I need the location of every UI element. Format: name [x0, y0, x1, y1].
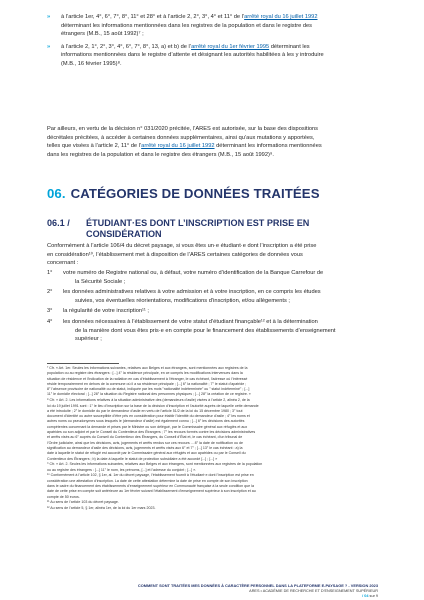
footnotes — [47, 366, 387, 512]
footnote-line: ⁸ Cfr. « Art. 2. Les informations relatives à la situation administrative des (demandeurs d’asile) visées à l’article 2, alinéa 2, de la — [47, 398, 250, 403]
list-item-text: la Sécurité Sociale ; — [75, 278, 126, 285]
paragraph-line: telles que visées à l’article 2, 11° de l’ — [47, 143, 142, 150]
list-item-text: étrangers (M.B., 15 août 1992)⁷ ; — [61, 31, 144, 38]
footnote-line: loi du 19 juillet 1991 sont : 1° le lieu d’inscription sur la base de la décision d’inscription et l’autorité auprès de laquelle cette demande — [47, 403, 259, 408]
section-number: 06. — [47, 186, 66, 201]
footnote-line: situation de résidence et l’indication de la radiation en cas d’établissement à l’étranger, le cas échéant, l’adresse où l’intéressé — [47, 376, 248, 381]
list-item-text: votre numéro de Registre national ou, à défaut, votre numéro d’identification de la Banque Carrefour de — [63, 270, 324, 276]
list-item-text: les données administratives relatives à votre admission et à votre inscription, en ce compris les études — [63, 289, 321, 296]
item-number: 2° — [47, 289, 53, 296]
footnote-line: a été introduite ; 2° le domicile du par le demandeur d’asile en vertu de l’article 51/2 de la loi du 15 décembre 1980 ; 3° tout — [47, 408, 243, 413]
paragraph-line: déterminant les informations mentionnées — [214, 143, 322, 150]
footnote — [47, 473, 387, 499]
page-number: / 04 — [362, 594, 369, 598]
footer-organization: ARES • ACADÉMIE DE RECHERCHE ET D’ENSEIGNEMENT SUPÉRIEUR — [249, 589, 378, 593]
item-number: 1° — [47, 270, 53, 276]
data-categories-list — [47, 269, 382, 346]
footer-title: COMMENT SONT TRAITÉES MES DONNÉES À CARACTÈRE PERSONNEL DANS LA PLATEFORME E-PAYSAGE ? - VERSION 2023 — [137, 583, 378, 588]
list-item-text: à l’article 2, 1°, 2°, 3°, 4°, 6°, 7°, 8°, 13, a) et b) de l’ — [61, 43, 192, 50]
footnote-line: population ou au registre des étrangers : [...] 4° la résidence principale, en ce compris les modifications intervenues dans la — [47, 371, 243, 376]
footnote-line: autres noms ou pseudonymes sous lesquels le (demandeur d’asile) est également connu ; [...] 6° les décisions des autorités — [47, 419, 245, 424]
item-number: 3° — [47, 308, 53, 315]
footnote-line: 8° l’absence provisoire de nationalité ou de statut, indiquée par les mots "nationalité indéterminée" ou " statut indéterminé" ; [...] — [47, 387, 250, 392]
royal-decree-link[interactable]: arrêté royal du 16 juillet 1992 — [141, 143, 215, 150]
paragraph-line: Conformément à l’article 106/4 du décret paysage, si vous êtes un·e étudiant·e dont l’inscription a été prise — [47, 243, 317, 249]
footnote-line: ¹⁰ Conformément à l’article 102, § 1er, al. 1er du décret paysage, l’établissement fournit à l’étudiant·e dont l’inscription est prise en — [47, 473, 254, 478]
footnote-line: ⁹ Cfr. « Art. 2. Seules les informations suivantes, relatives aux Belges et aux étrangers, sont mentionnées aux registres de la population — [47, 462, 263, 467]
section-heading — [47, 186, 320, 201]
list-item — [47, 307, 382, 316]
list-item-text: la régularité de votre inscription¹¹ ; — [63, 308, 149, 315]
list-item-text: (M.B., 16 février 1995)⁸. — [61, 60, 122, 67]
footnote-line: réside temporairement en dehors de la commune où il a sa résidence principale ; [...] 6° la nationalité ; 7° le statut d’apatride ; — [47, 381, 247, 386]
footnote — [47, 366, 387, 398]
footnote-line: dans le cadre du financement des établissements d’enseignement supérieur en Communauté française à la seule condition que la — [47, 484, 254, 489]
page-footer — [138, 583, 378, 598]
list-item-text: informations mentionnées dans le registre d’attente et désignant les autorités habilitées à les y introduire — [61, 52, 324, 59]
paragraph-line: Par ailleurs, en vertu de la décision n° 031/2020 précitée, l’ARES est autorisée, sur la base des dispositions — [47, 126, 319, 132]
footnote-line: date à laquelle le statut de réfugié est accordé par le Commissaire général aux réfugiés et aux apatrides ou par le Conseil du — [47, 451, 246, 456]
paragraph-line: décrétales précitées, à accéder à certaines données supplémentaires, ainsi qu’aux mutations y apportées, — [47, 134, 315, 141]
list-item — [47, 288, 382, 305]
footnote-line: document d’identité ou autre susceptible d’être pris en considération pour établir l’identité du demandeur d’asile ; 4° les noms et — [47, 414, 250, 419]
list-item — [47, 269, 382, 286]
intro-paragraph — [47, 242, 382, 268]
list-item — [47, 43, 382, 69]
royal-decree-link[interactable]: arrêté royal du 1er février 1995 — [191, 43, 270, 50]
list-item-text: supérieur ; — [75, 336, 102, 343]
paragraph-line: concernant : — [47, 260, 79, 267]
footnote — [47, 506, 387, 511]
section-title: CATÉGORIES DE DONNÉES TRAITÉES — [70, 186, 320, 201]
footnote-line: ¹² Au sens de l’article 5, § 1er, alinéa 1er, de la loi du 1er mars 2023. — [47, 506, 156, 511]
item-number: 4° — [47, 318, 53, 325]
page-total: sur 9 — [368, 594, 378, 598]
subsection-number: 06.1 / — [47, 218, 70, 228]
footnote-line: ⁷ Cfr. « Art. 1er. Seules les informations suivantes, relatives aux Belges et aux étrangers, sont mentionnées aux registres de la — [47, 366, 248, 370]
footnote — [47, 462, 387, 473]
footnote-line: compte de 50 euros. — [47, 494, 80, 499]
list-item-text: de la manière dont vous êtes pris·e en compte pour le financement des établissements d’enseignement — [75, 327, 336, 334]
list-item-text: suivies, vos éventuelles réorientations, modifications d’inscription, et/ou allègements ; — [75, 297, 290, 304]
footnote — [47, 500, 387, 505]
subsection-title: CONSIDÉRATION — [86, 228, 162, 239]
footnote-line: apatrides ou son adjoint et par le Conseil du Contentieux des Étrangers ; 7° les recours formés contre les décisions administratives — [47, 430, 256, 435]
footnote-line: signification au demandeur d’asile des décisions, avis, jugements et arrêts visés aux 6° et 7° ; [...] 13° le cas échéant : a) la — [47, 445, 243, 450]
footnote — [47, 398, 387, 462]
footnote-line: ou au registre des étrangers : [...] 11° le nom, les prénoms, [...] et l’adresse du conjoint ; [...] ». — [47, 467, 197, 472]
list-item-text: à l’article 1er, 4°, 6°, 7°, 8°, 11° et 28° et à l’article 2, 2°, 3°, 4° et 11° de l’ — [61, 14, 245, 20]
bullet-marker: » — [47, 14, 51, 20]
subsection-title: ÉTUDIANT·ES DONT L’INSCRIPTION EST PRISE EN — [86, 218, 310, 228]
footnote-line: ¹¹ Au sens de l’article 103 du décret paysage. — [47, 500, 119, 505]
reference-list — [47, 13, 382, 73]
footnote-line: l’Ordre judiciaire, ainsi que les décisions, avis, jugements et arrêts rendus sur ces recours ... 8° la date de notification ou de — [47, 440, 243, 445]
list-item-text: déterminant les — [269, 43, 310, 50]
footnote-divider — [47, 363, 119, 364]
list-item-text: les données nécessaires à l’établissement de votre statut d’étudiant finançable¹² et à la détermination — [63, 318, 318, 325]
footnote-line: Contentieux des Étrangers ; b) la date à laquelle le statut de protection subsidiaire a été accordé [...] ; [...] » — [47, 456, 218, 461]
list-item — [47, 318, 382, 344]
list-item — [47, 13, 382, 39]
list-item-text: déterminant les informations mentionnées dans les registres de la population et dans le registre des — [61, 22, 313, 29]
paragraph-line: en considération¹⁰, l’établissement met à disposition de l’ARES certaines catégories de données vous — [47, 251, 303, 258]
subsection-heading — [47, 218, 382, 240]
bullet-marker: » — [47, 43, 51, 50]
footnote-line: 11° le domicile électoral ; [...] 28° la situation du Registre national des personnes physiques ; [...] 28° la création de ce registre. » — [47, 392, 251, 397]
footnote-line: compétentes concernant la demande et prises par le Ministre ou son délégué, par le Commissaire général aux réfugiés et aux — [47, 424, 248, 429]
footnote-line: considération une attestation d’inscription. La date de cette attestation détermine la date de prise en compte de son inscription — [47, 478, 248, 483]
footnote-line: et arrêts visés au 6° auprès du Conseil du Contentieux des Étrangers, du Conseil d’État et, le cas échéant, d’un tribunal de — [47, 435, 243, 440]
footnote-line: date de cette prise en compte soit antérieure au 1er février suivant l’établissement d’enseignement supérieur à son inscription et au — [47, 489, 256, 494]
paragraph-line: dans les registres de la population et dans le registre des étrangers (M.B., 15 août 1992)⁹. — [47, 151, 274, 158]
royal-decree-link[interactable]: arrêté royal du 16 juillet 1992 — [244, 14, 318, 20]
body-paragraph — [47, 125, 382, 159]
